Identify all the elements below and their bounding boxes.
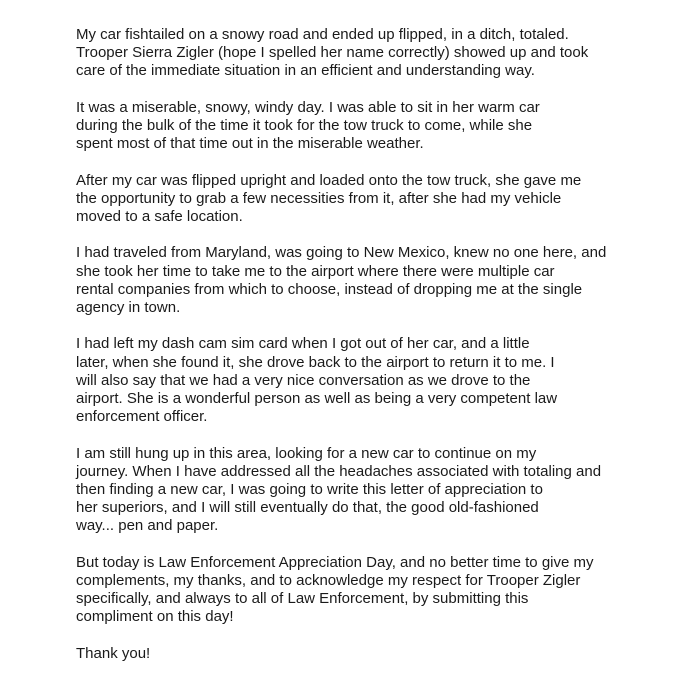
- text-line: spent most of that time out in the miserable weather.: [76, 135, 424, 153]
- paragraph-new-car: [76, 445, 656, 536]
- paragraph-airport: [76, 244, 656, 317]
- paragraph-accident: [76, 26, 656, 81]
- text-line: Trooper Sierra Zigler (hope I spelled her name correctly) showed up and took: [76, 44, 589, 62]
- text-line: specifically, and always to all of Law Enforcement, by submitting this: [76, 590, 529, 608]
- text-line: then finding a new car, I was going to write this letter of appreciation to: [76, 481, 543, 498]
- paragraph-dash-cam: [76, 335, 656, 426]
- text-line: she took her time to take me to the airport where there were multiple car: [76, 262, 555, 280]
- text-line: the opportunity to grab a few necessities from it, after she had my vehicle: [76, 189, 562, 207]
- text-line: way... pen and paper.: [76, 517, 219, 535]
- text-line: After my car was flipped upright and loaded onto the tow truck, she gave me: [76, 171, 582, 189]
- paragraph-weather: [76, 99, 656, 154]
- text-line: I had traveled from Maryland, was going to New Mexico, knew no one here, and: [76, 244, 607, 262]
- text-line: I am still hung up in this area, looking for a new car to continue on my: [76, 444, 537, 462]
- text-line: complements, my thanks, and to acknowledge my respect for Trooper Zigler: [76, 572, 581, 589]
- text-line: But today is Law Enforcement Appreciation Day, and no better time to give my: [76, 553, 594, 571]
- text-line: It was a miserable, snowy, windy day. I was able to sit in her warm car: [76, 98, 540, 116]
- text-line: during the bulk of the time it took for the tow truck to come, while she: [76, 117, 533, 134]
- text-line: moved to a safe location.: [76, 208, 243, 225]
- text-line: will also say that we had a very nice conversation as we drove to the: [76, 371, 531, 389]
- text-line: rental companies from which to choose, instead of dropping me at the single: [76, 280, 583, 298]
- letter-body: [76, 26, 656, 681]
- paragraph-closing: [76, 645, 656, 663]
- closing-line: Thank you!: [76, 644, 151, 662]
- text-line: airport. She is a wonderful person as well as being a very competent law: [76, 390, 558, 407]
- text-line: compliment on this day!: [76, 608, 234, 626]
- text-line: My car fishtailed on a snowy road and ended up flipped, in a ditch, totaled.: [76, 26, 569, 43]
- text-line: care of the immediate situation in an efficient and understanding way.: [76, 62, 535, 80]
- paragraph-tow-truck: [76, 172, 656, 227]
- text-line: enforcement officer.: [76, 408, 208, 426]
- paragraph-appreciation-day: [76, 554, 656, 627]
- text-line: agency in town.: [76, 299, 181, 316]
- text-line: I had left my dash cam sim card when I got out of her car, and a little: [76, 335, 530, 353]
- text-line: journey. When I have addressed all the headaches associated with totaling and: [76, 462, 602, 480]
- text-line: later, when she found it, she drove back to the airport to return it to me. I: [76, 353, 555, 371]
- text-line: her superiors, and I will still eventually do that, the good old-fashioned: [76, 499, 539, 517]
